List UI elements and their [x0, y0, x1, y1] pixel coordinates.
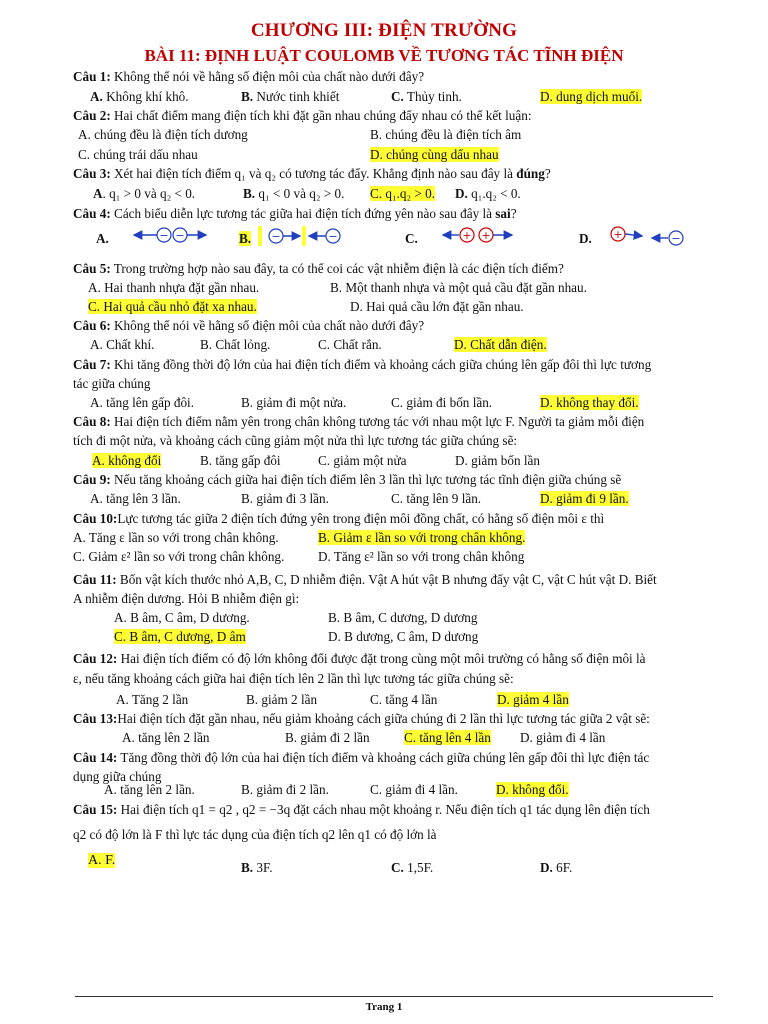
option-key: B.	[241, 860, 254, 875]
q4-option-c-diagram	[440, 224, 520, 246]
option-text: q₁ < 0 và q₂ > 0.	[255, 186, 345, 201]
q14-option-c: C. giảm đi 4 lần.	[370, 782, 458, 797]
q9-option-d	[540, 490, 629, 508]
q13-option-c	[404, 729, 491, 747]
highlight-bar	[258, 226, 262, 246]
question-14-cont: dụng giữa chúng	[73, 769, 162, 784]
q7-option-a: A. tăng lên gấp đôi.	[90, 395, 195, 410]
arrow-right-icon	[625, 234, 642, 236]
chapter-title: CHƯƠNG III: ĐIỆN TRƯỜNG	[250, 20, 518, 41]
q10-option-a: A. Tăng ε lần so với trong chân không.	[73, 530, 279, 545]
option-text: Nước tinh khiết	[253, 89, 340, 104]
q4-option-b-diagram	[256, 224, 348, 248]
q6-option-c: C. Chất rắn.	[318, 337, 382, 352]
answer-highlight: D. Chất dẫn điện.	[454, 337, 547, 352]
question-text: Tăng đồng thời độ lớn của hai điện tích điểm và khoảng cách giữa chúng lên gấp đôi thì lực điện tác	[117, 750, 650, 765]
q3-option-b	[243, 185, 344, 203]
option-key: D.	[455, 186, 468, 201]
answer-highlight: C. B âm, C dương, D âm	[114, 629, 246, 644]
q13-option-d: D. giảm đi 4 lần	[520, 730, 606, 745]
option-text: q₁.q₂ < 0.	[467, 186, 521, 201]
question-label: Câu 5:	[73, 261, 111, 276]
question-6	[73, 317, 424, 335]
question-end: ?	[544, 166, 551, 181]
question-7-cont: tác giữa chúng	[73, 376, 151, 391]
answer-highlight: D. giảm 4 lần	[497, 692, 569, 707]
q14-option-a: A. tăng lên 2 lần.	[104, 782, 195, 797]
question-end: ?	[510, 206, 517, 221]
lesson-title: BÀI 11: ĐỊNH LUẬT COULOMB VỀ TƯƠNG TÁC TĨNH ĐIỆN	[144, 46, 624, 65]
charge-sign: +	[481, 229, 491, 242]
q13-option-b: B. giảm đi 2 lần	[285, 730, 370, 745]
answer-highlight: B.	[239, 231, 252, 246]
question-label: Câu 8:	[73, 414, 111, 429]
option-key: C.	[391, 89, 404, 104]
q10-option-c: C. Giảm ε² lần so với trong chân không.	[73, 549, 285, 564]
option-key: C.	[391, 860, 404, 875]
question-10	[73, 510, 604, 528]
q6-option-a: A. Chất khí.	[90, 337, 155, 352]
q5-option-b: B. Một thanh nhựa và một quả cầu đặt gần nhau.	[330, 280, 587, 295]
answer-highlight: A. không đổi	[92, 453, 162, 468]
question-label: Câu 14:	[73, 750, 118, 765]
question-12-cont: ε, nếu tăng khoảng cách giữa hai điện tích lên 2 lần thì lực tương tác giữa chúng sẽ:	[73, 671, 514, 686]
q3-option-a	[93, 185, 195, 203]
question-label: Câu 9:	[73, 472, 111, 487]
q11-option-b: B. B âm, C dương, D dương	[328, 610, 478, 625]
q9-option-b: B. giảm đi 3 lần.	[241, 491, 329, 506]
question-text: Hai điện tích q1 = q2 , q2 = −3q đặt cách nhau một khoảng r. Nếu điện tích q1 tác dụng lên điện tích	[117, 802, 650, 817]
question-text: Hai chất điểm mang điện tích khi đặt gần nhau chúng đẩy nhau có thể kết luận:	[110, 108, 532, 123]
question-label: Câu 3:	[73, 166, 111, 181]
q4-option-a-key: A.	[96, 231, 109, 246]
q10-option-b	[318, 529, 525, 547]
question-4	[73, 205, 517, 223]
question-text: Xét hai điện tích điểm q₁ và q₂ có tương tác đẩy. Khẳng định nào sau đây là	[110, 166, 517, 181]
q5-option-a: A. Hai thanh nhựa đặt gần nhau.	[88, 280, 260, 295]
question-text: Trong trường hợp nào sau đây, ta có thể coi các vật nhiễm điện là các điện tích điểm?	[110, 261, 564, 276]
question-text: Cách biểu diễn lực tương tác giữa hai điện tích đứng yên nào sau đây là	[110, 206, 496, 221]
question-11	[73, 571, 657, 589]
question-label: Câu 4:	[73, 206, 111, 221]
question-label: Câu 6:	[73, 318, 111, 333]
question-text: Lực tương tác giữa 2 điện tích đứng yên trong điện môi đồng chất, có hằng số điện môi ε thì	[117, 511, 605, 526]
question-label: Câu 7:	[73, 357, 111, 372]
question-2	[73, 107, 532, 125]
question-text: Hai điện tích đặt gần nhau, nếu giảm khoảng cách giữa chúng đi 2 lần thì lực tương tác giữa 2 vật sẽ:	[117, 711, 650, 726]
answer-highlight: A. F.	[88, 853, 116, 868]
charge-sign: −	[328, 230, 338, 243]
question-1	[73, 68, 424, 86]
q2-option-b: B. chúng đều là điện tích âm	[370, 127, 522, 142]
q8-option-d: D. giảm bốn lần	[455, 453, 540, 468]
option-text: 1,5F.	[403, 860, 434, 875]
question-text: Không thể nói về hằng số điện môi của chất nào dưới đây?	[110, 318, 425, 333]
q11-option-d: D. B dương, C âm, D dương	[328, 629, 479, 644]
q11-option-c	[114, 628, 246, 646]
q4-option-a-diagram	[130, 224, 210, 246]
q12-option-a: A. Tăng 2 lần	[116, 692, 189, 707]
option-text: 3F.	[253, 860, 273, 875]
answer-highlight: D. không đổi.	[496, 782, 569, 797]
q6-option-b: B. Chất lỏng.	[200, 337, 271, 352]
answer-highlight: D. không thay đổi.	[540, 395, 639, 410]
question-12	[73, 650, 646, 668]
question-label: Câu 12:	[73, 651, 118, 666]
q4-option-c-key: C.	[405, 231, 418, 246]
question-label: Câu 2:	[73, 108, 111, 123]
q14-option-b: B. giảm đi 2 lần.	[241, 782, 329, 797]
question-text: Không thể nói về hằng số điện môi của chất nào dưới đây?	[110, 69, 425, 84]
q1-option-b	[241, 88, 339, 106]
question-8-cont: tích đi một nửa, và khoảng cách cũng giảm một nửa thì lực tương tác giữa chúng sẽ:	[73, 433, 518, 448]
option-text: Không khí khô.	[102, 89, 189, 104]
question-label: Câu 11:	[73, 572, 117, 587]
q9-option-c: C. tăng lên 9 lần.	[391, 491, 482, 506]
option-text: Thủy tinh.	[403, 89, 462, 104]
question-8	[73, 413, 644, 431]
q5-option-d: D. Hai quả cầu lớn đặt gần nhau.	[350, 299, 524, 314]
q7-option-d	[540, 394, 639, 412]
q1-option-c	[391, 88, 462, 106]
highlight-bar	[302, 226, 306, 246]
q10-option-d: D. Tăng ε² lần so với trong chân không	[318, 549, 525, 564]
question-text: Hai điện tích điểm có độ lớn không đổi được đặt trong cùng một môi trường có hằng số điện môi là	[117, 651, 646, 666]
charge-sign: −	[159, 229, 169, 242]
option-key: A.	[90, 89, 103, 104]
option-text: . q₁ > 0 và q₂ < 0.	[102, 186, 196, 201]
question-3	[73, 165, 551, 183]
option-key: D.	[540, 860, 553, 875]
q12-option-b: B. giảm 2 lần	[246, 692, 318, 707]
q15-option-b	[241, 859, 273, 877]
charge-sign: −	[175, 229, 185, 242]
answer-highlight: C. q₁.q₂ > 0.	[370, 186, 435, 201]
q1-option-d	[540, 88, 642, 106]
q4-option-d-key: D.	[579, 231, 592, 246]
q2-option-d	[370, 146, 499, 164]
question-7	[73, 356, 651, 374]
question-14	[73, 749, 649, 767]
q9-option-a: A. tăng lên 3 lần.	[90, 491, 181, 506]
option-key: B.	[243, 186, 256, 201]
footer-divider	[75, 996, 713, 997]
q13-option-a: A. tăng lên 2 lần	[122, 730, 210, 745]
answer-highlight: D. dung dịch muối.	[540, 89, 643, 104]
charge-sign: +	[613, 228, 623, 241]
q3-option-c	[370, 185, 435, 203]
answer-highlight: B. Giảm ε lần so với trong chân không.	[318, 530, 526, 545]
q15-option-c	[391, 859, 433, 877]
q5-option-c	[88, 298, 257, 316]
q14-option-d	[496, 781, 569, 799]
q12-option-d	[497, 691, 569, 709]
question-emphasis: sai	[495, 206, 511, 221]
q3-option-d	[455, 185, 521, 203]
question-13	[73, 710, 650, 728]
question-label: Câu 13:	[73, 711, 118, 726]
q6-option-d	[454, 336, 547, 354]
question-9	[73, 471, 621, 489]
answer-highlight: D. giảm đi 9 lần.	[540, 491, 629, 506]
q2-option-a: A. chúng đều là điện tích dương	[78, 127, 248, 142]
q2-option-c: C. chúng trái dấu nhau	[78, 147, 198, 162]
question-text: Khi tăng đồng thời độ lớn của hai điện tích điểm và khoảng cách giữa chúng lên gấp đôi thì lực tương	[110, 357, 652, 372]
question-5	[73, 260, 564, 278]
q7-option-c: C. giảm đi bốn lần.	[391, 395, 493, 410]
q8-option-c: C. giảm một nửa	[318, 453, 407, 468]
question-text: Hai điện tích điểm nằm yên trong chân không tương tác với nhau một lực F. Người ta giảm mỗi điện	[110, 414, 645, 429]
answer-highlight: D. chúng cùng dấu nhau	[370, 147, 499, 162]
q15-option-a	[88, 852, 115, 870]
charge-sign: −	[671, 232, 681, 245]
question-emphasis: đúng	[516, 166, 545, 181]
q1-option-a	[90, 88, 189, 106]
q11-option-a: A. B âm, C âm, D dương.	[114, 610, 250, 625]
question-text: Nếu tăng khoảng cách giữa hai điện tích điểm lên 3 lần thì lực tương tác tĩnh điện giữa chúng sẽ	[110, 472, 622, 487]
question-label: Câu 1:	[73, 69, 111, 84]
charge-sign: +	[462, 229, 472, 242]
page-number: Trang 1	[365, 1001, 403, 1013]
q7-option-b: B. giảm đi một nửa.	[241, 395, 347, 410]
question-11-cont: A nhiễm điện dương. Hỏi B nhiễm điện gì:	[73, 591, 300, 606]
question-15-cont: q2 có độ lớn là F thì lực tác dụng của điện tích q2 lên q1 có độ lớn là	[73, 827, 437, 842]
q8-option-b: B. tăng gấp đôi	[200, 453, 281, 468]
option-key: B.	[241, 89, 254, 104]
q12-option-c: C. tăng 4 lần	[370, 692, 438, 707]
question-text: Bốn vật kích thước nhỏ A,B, C, D nhiễm điện. Vật A hút vật B nhưng đẩy vật C, vật C hút vật D. Biết	[116, 572, 657, 587]
question-label: Câu 15:	[73, 802, 118, 817]
option-text: 6F.	[552, 860, 573, 875]
question-label: Câu 10:	[73, 511, 118, 526]
option-key: A	[93, 186, 103, 201]
q4-option-d-diagram	[606, 224, 688, 250]
answer-highlight: C. tăng lên 4 lần	[404, 730, 491, 745]
q4-option-b-key	[239, 230, 251, 248]
answer-highlight: C. Hai quả cầu nhỏ đặt xa nhau.	[88, 299, 257, 314]
question-15	[73, 801, 650, 819]
charge-sign: −	[271, 230, 281, 243]
q15-option-d	[540, 859, 572, 877]
q8-option-a	[92, 452, 161, 470]
